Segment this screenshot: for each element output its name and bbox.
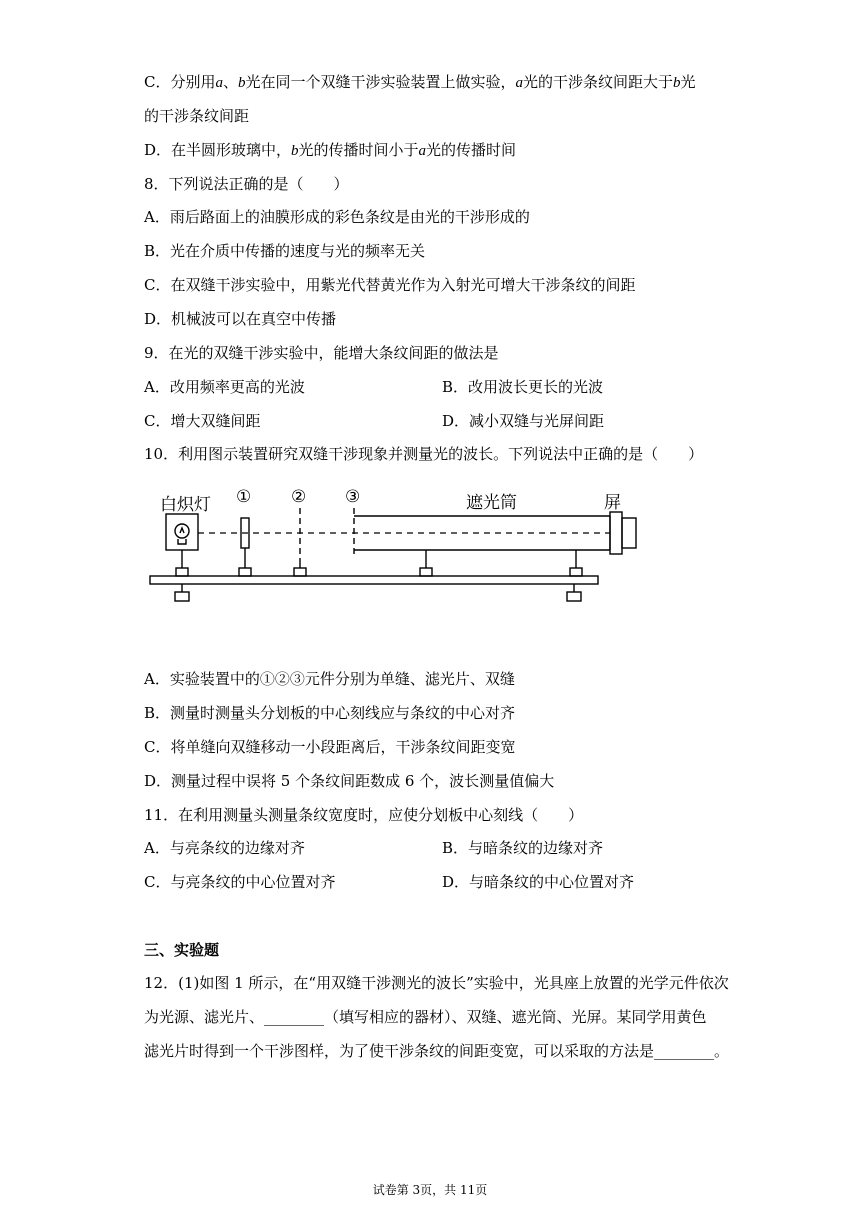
text: 光的传播时间 [426,141,517,159]
q10-option-b: B．测量时测量头分划板的中心刻线应与条纹的中心对齐 [144,704,516,722]
lamp-filament [180,528,184,533]
q11-stem: 11．在利用测量头测量条纹宽度时，应使分划板中心刻线（ ） [144,806,584,824]
text: D．在半圆形玻璃中， [144,141,292,159]
mark-1: ① [236,487,252,506]
section-heading: 三、实验题 [144,941,220,959]
q8-stem: 8．下列说法正确的是（ ） [144,175,349,193]
q11-option-b: B．与暗条纹的边缘对齐 [442,839,604,857]
q11-option-d: D．与暗条纹的中心位置对齐 [442,873,635,891]
var-b: b [238,75,246,91]
q10-option-c: C．将单缝向双缝移动一小段距离后，干涉条纹间距变宽 [144,738,516,756]
text: 、 [222,73,238,91]
q8-option-a: A．雨后路面上的油膜形成的彩色条纹是由光的干涉形成的 [144,208,530,226]
var-a: a [515,75,524,91]
lamp-base [178,539,186,544]
var-b: b [673,75,681,91]
optical-rail [150,576,598,584]
q11-option-a: A．与亮条纹的边缘对齐 [144,839,305,857]
lamp-bulb [175,524,189,538]
q9-option-d: D．减小双缝与光屏间距 [442,412,605,430]
q8-option-d: D．机械波可以在真空中传播 [144,310,337,328]
screen-label: 屏 [604,493,621,512]
q10-stem: 10．利用图示装置研究双缝干涉现象并测量光的波长。下列说法中正确的是（ ） [144,445,704,463]
eyepiece [622,518,636,548]
q7-option-d [144,140,516,161]
q9-stem: 9．在光的双缝干涉实验中，能增大条纹间距的做法是 [144,344,499,362]
q11-option-c: C．与亮条纹的中心位置对齐 [144,873,336,891]
text: 光在同一个双缝干涉实验装置上做实验， [245,73,516,91]
var-a: a [418,143,427,159]
q7-option-c-line1 [144,72,696,93]
q9-option-a: A．改用频率更高的光波 [144,378,305,396]
lamp-label: 白炽灯 [160,495,211,514]
screen [610,512,622,554]
q12-line3: 滤光片时得到一个干涉图样，为了使干涉条纹的间距变宽，可以采取的方法是________。 [144,1042,730,1060]
tube-label: 遮光筒 [466,493,517,512]
q12-line1: 12．(1)如图 1 所示，在“用双缝干涉测光的波长”实验中，光具座上放置的光学元件依次 [144,974,729,992]
q10-option-d: D．测量过程中误将 5 个条纹间距数成 6 个，波长测量值偏大 [144,772,555,790]
q9-option-b: B．改用波长更长的光波 [442,378,604,396]
q10-option-a: A．实验装置中的①②③元件分别为单缝、滤光片、双缝 [144,670,515,688]
q9-option-c: C．增大双缝间距 [144,412,261,430]
q8-option-b: B．光在介质中传播的速度与光的频率无关 [144,242,426,260]
text: 光的传播时间小于 [298,141,419,159]
q7-option-c-line2: 的干涉条纹间距 [144,107,250,125]
text: 光的干涉条纹间距大于 [523,73,674,91]
mark-2: ② [291,487,307,506]
text: 光 [680,73,696,91]
mark-3: ③ [345,487,361,506]
text: C．分别用 [144,73,216,91]
var-a: a [215,75,223,91]
q12-line2: 为光源、滤光片、________（填写相应的器材）、双缝、遮光筒、光屏。某同学用黄色 [144,1008,707,1026]
q8-option-c: C．在双缝干涉实验中，用紫光代替黄光作为入射光可增大干涉条纹的间距 [144,276,636,294]
var-b: b [291,143,299,159]
double-slit-apparatus-diagram [140,478,660,618]
page-footer: 试卷第 3页，共 11页 [372,1183,488,1197]
